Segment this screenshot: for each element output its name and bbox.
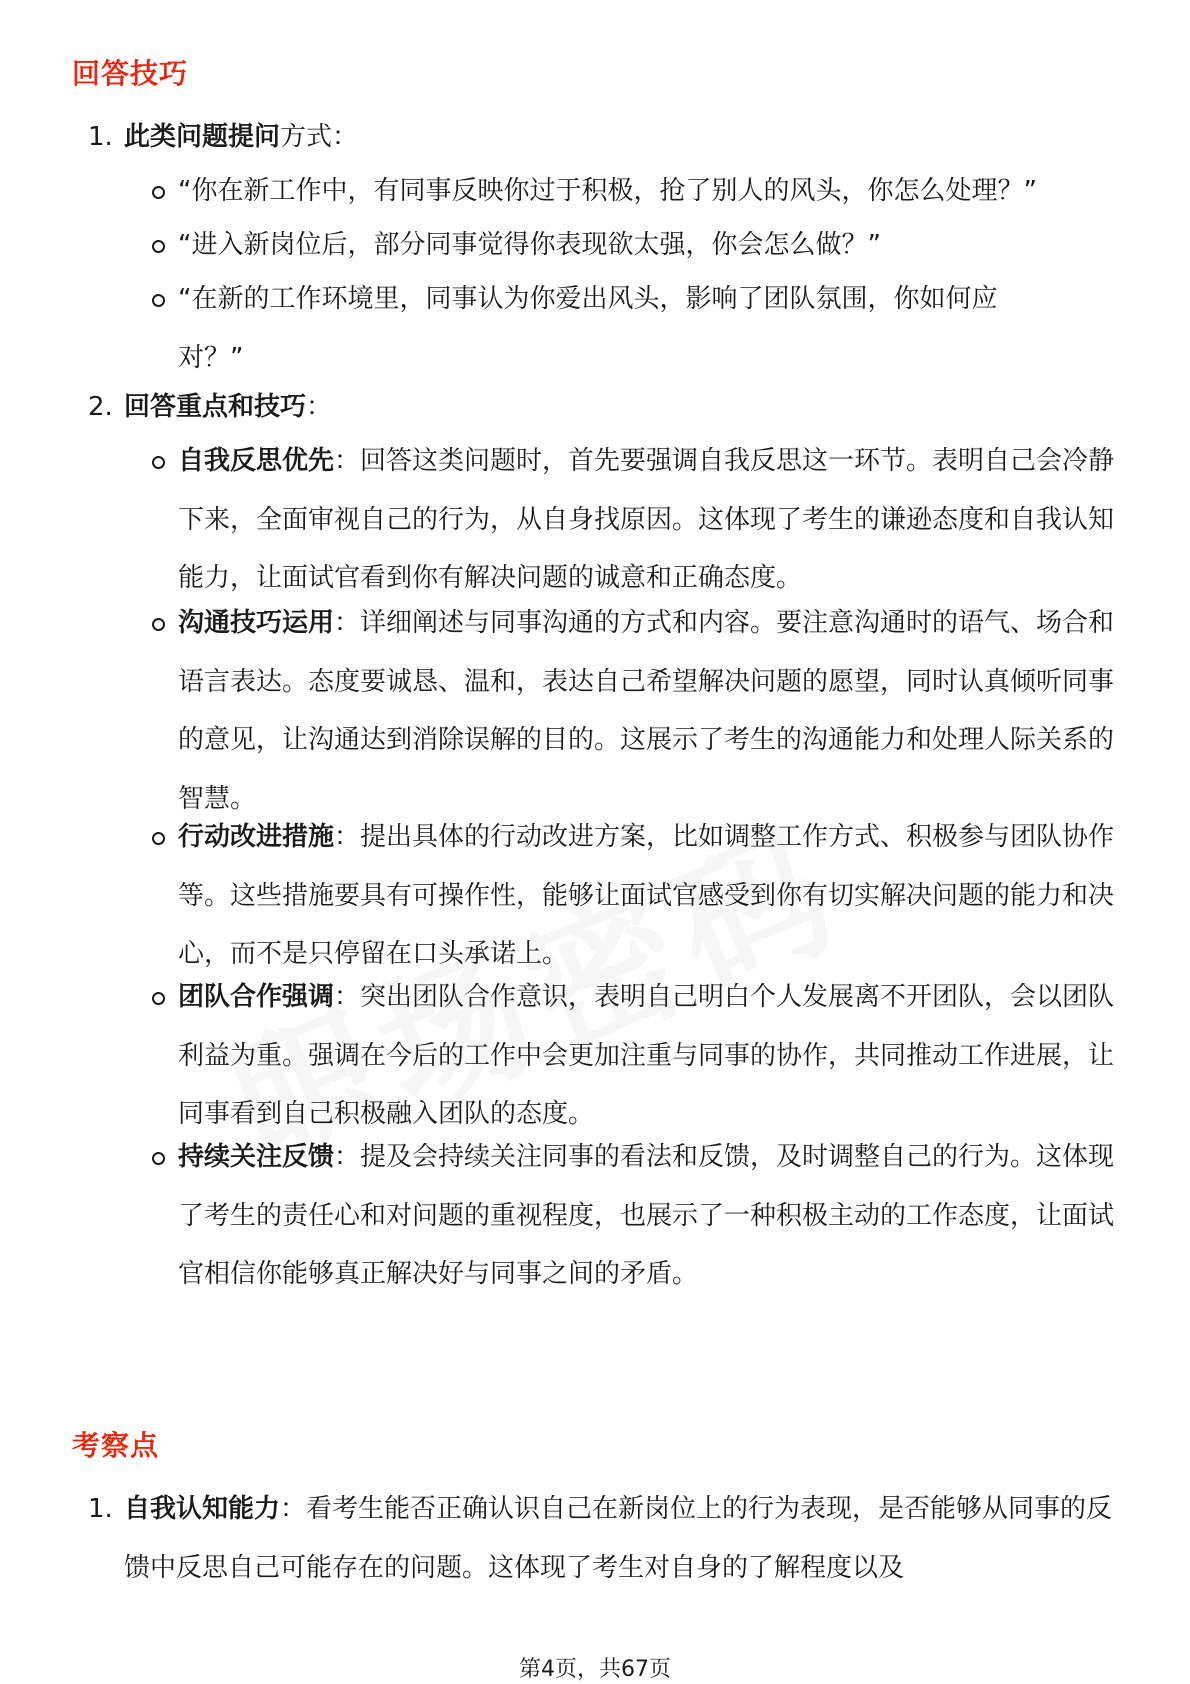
tip-text: ：突出团队合作意识，表明自己明白个人发展离不开团队，会以团队利益为重。强调在今后的工作中会更加注重与同事的协作，共同推动工作进展，让同事看到自己积极融入团队的态度。	[178, 982, 1115, 1129]
tip-text: ：提及会持续关注同事的看法和反馈，及时调整自己的行为。这体现了考生的责任心和对问题的重视程度，也展示了一种积极主动的工作态度，让面试官相信你能够真正解决好与同事之间的矛盾。	[178, 1142, 1115, 1289]
tip-text: ：详细阐述与同事沟通的方式和内容。要注意沟通时的语气、场合和语言表达。态度要诚恳、温和，表达自己希望解决问题的愿望，同时认真倾听同事的意见，让沟通达到消除误解的目的。这展示了考生的沟通能力和处理人际关系的智慧。	[178, 608, 1115, 814]
tip-title: 持续关注反馈	[178, 1142, 335, 1172]
question-text: “在新的工作环境里，同事认为你爱出风头，影响了团队氛围，你如何应对？”	[178, 284, 998, 373]
tip-item	[152, 1128, 1122, 1304]
hollow-bullet-icon	[152, 240, 165, 253]
list-number: 1.	[88, 1494, 113, 1524]
list-item-key-points	[124, 378, 1124, 436]
tip-item	[152, 968, 1122, 1144]
assessment-title: 自我认知能力	[124, 1494, 281, 1524]
hollow-bullet-icon	[152, 832, 165, 845]
tip-title: 沟通技巧运用	[178, 608, 335, 638]
hollow-bullet-icon	[152, 294, 165, 307]
tip-item	[152, 432, 1122, 608]
assessment-item	[88, 1480, 1118, 1597]
assessment-text: ：看考生能否正确认识自己在新岗位上的行为表现，是否能够从同事的反馈中反思自己可能存在的问题。这体现了考生对自身的了解程度以及	[124, 1494, 1113, 1583]
section-heading-assessment: 考察点	[72, 1429, 160, 1462]
tip-text: ：提出具体的行动改进方案，比如调整工作方式、积极参与团队协作等。这些措施要具有可操作性，能够让面试官感受到你有切实解决问题的能力和决心，而不是只停留在口头承诺上。	[178, 822, 1115, 969]
item-title: 回答重点和技巧	[124, 392, 307, 422]
page-number: 第4页，共67页	[519, 1657, 671, 1682]
section-heading-tips: 回答技巧	[72, 57, 189, 90]
question-text: “进入新岗位后，部分同事觉得你表现欲太强，你会怎么做？”	[178, 230, 881, 260]
hollow-bullet-icon	[152, 1152, 165, 1165]
hollow-bullet-icon	[152, 456, 165, 469]
list-number: 2.	[88, 392, 113, 422]
tip-text: ：回答这类问题时，首先要强调自我反思这一环节。表明自己会冷静下来，全面审视自己的行为，从自身找原因。这体现了考生的谦逊态度和自我认知能力，让面试官看到你有解决问题的诚意和正确态度。	[178, 446, 1115, 593]
hollow-bullet-icon	[152, 186, 165, 199]
tip-title: 自我反思优先	[178, 446, 335, 476]
tip-item	[152, 808, 1122, 984]
item-text: 方式：	[280, 122, 359, 152]
tip-item	[152, 594, 1122, 828]
question-item	[152, 270, 1032, 387]
question-text: “你在新工作中，有同事反映你过于积极，抢了别人的风头，你怎么处理？”	[178, 176, 1037, 206]
question-item	[152, 216, 1122, 275]
hollow-bullet-icon	[152, 992, 165, 1005]
question-item	[152, 162, 1122, 221]
item-title: 此类问题提问	[124, 122, 281, 152]
list-item-question-types	[124, 108, 1124, 166]
tip-title: 团队合作强调	[178, 982, 335, 1012]
list-number: 1.	[88, 122, 113, 152]
tip-title: 行动改进措施	[178, 822, 335, 852]
item-text: ：	[306, 392, 333, 422]
hollow-bullet-icon	[152, 618, 165, 631]
